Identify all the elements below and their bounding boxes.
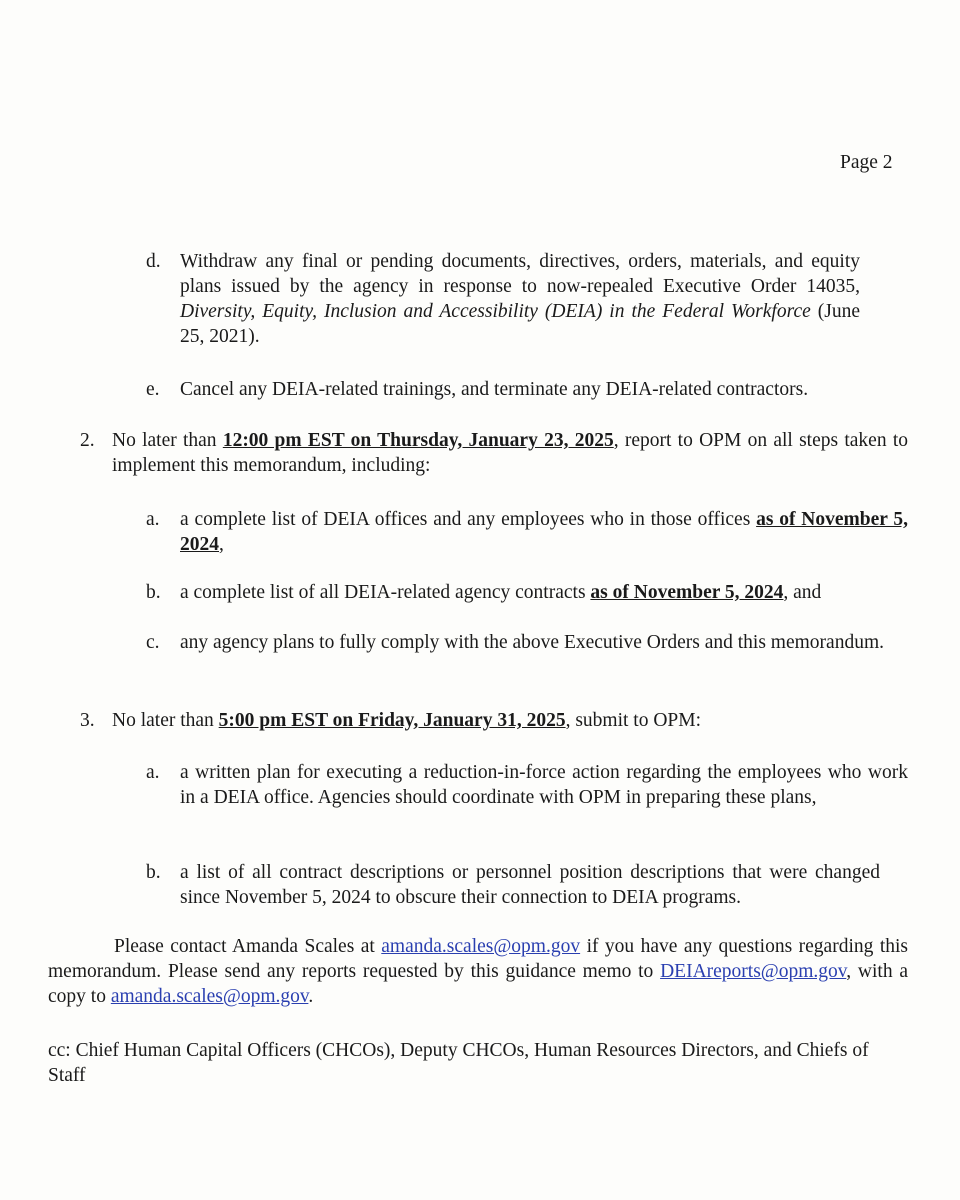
item-2-text-part1: No later than (112, 430, 223, 451)
item-2b-text (180, 580, 920, 605)
item-2b-marker: b. (146, 582, 161, 603)
item-2-deadline: 12:00 pm EST on Thursday, January 23, 2025 (222, 430, 614, 451)
item-2c-marker: c. (146, 632, 160, 653)
item-2-marker: 2. (80, 430, 95, 451)
item-d-marker: d. (146, 251, 161, 272)
item-2a-text (180, 507, 908, 557)
item-2-text-part2: , report to OPM on all steps taken to implement this memorandum, including: (112, 430, 908, 476)
item-e-marker: e. (146, 379, 160, 400)
contact-text-part3: , with a copy to (48, 961, 908, 1007)
item-2b-text-part1: a complete list of all DEIA-related agency contracts (180, 582, 591, 603)
item-2c-text: any agency plans to fully comply with the above Executive Orders and this memorandum. (180, 632, 884, 653)
page-number: Page 2 (840, 152, 893, 173)
item-3-text-part1: No later than (112, 710, 219, 731)
item-d-text-part1: Withdraw any final or pending documents, directives, orders, materials, and equity plans issued by the agency in response to now-repealed Executive Order 14035, (180, 251, 860, 297)
item-2a-text-part2: , (219, 534, 224, 555)
item-2a-date: as of November 5, 2024 (180, 509, 908, 555)
eo-14035-title: Diversity, Equity, Inclusion and Accessibility (DEIA) in the Federal Workforce (180, 301, 811, 322)
contact-paragraph (48, 934, 908, 1009)
contact-text-part1: Please contact Amanda Scales at (114, 936, 382, 957)
item-2b-text-part2: , and (783, 582, 822, 603)
item-2b-date: as of November 5, 2024 (590, 582, 784, 603)
item-3-text (112, 708, 908, 733)
item-3b-marker: b. (146, 862, 161, 883)
contact-text-part4: . (308, 986, 314, 1007)
item-3-deadline: 5:00 pm EST on Friday, January 31, 2025 (218, 710, 566, 731)
item-2a-marker: a. (146, 509, 160, 530)
item-3a-text: a written plan for executing a reduction-in-force action regarding the employees who work in a DEIA office. Agencies should coordinate with OPM in preparing these plans, (180, 762, 908, 808)
cc-line: cc: Chief Human Capital Officers (CHCOs), Deputy CHCOs, Human Resources Directors, and Chiefs of Staff (48, 1040, 869, 1086)
amanda-scales-email-link-copy[interactable]: amanda.scales@opm.gov (110, 986, 309, 1007)
item-2-text (112, 428, 908, 478)
contact-text-part2: if you have any questions regarding this memorandum. Please send any reports requested by this guidance memo to (48, 936, 908, 982)
item-e-text: Cancel any DEIA-related trainings, and terminate any DEIA-related contractors. (180, 379, 809, 400)
item-2a-text-part1: a complete list of DEIA offices and any employees who in those offices (180, 509, 757, 530)
item-d-text (180, 249, 860, 349)
deia-reports-email-link[interactable]: DEIAreports@opm.gov (660, 961, 847, 982)
item-3-text-part2: , submit to OPM: (565, 710, 702, 731)
item-3a-marker: a. (146, 762, 160, 783)
item-3-marker: 3. (80, 710, 95, 731)
item-d-text-part2: (June 25, 2021). (180, 301, 860, 347)
item-3b-text: a list of all contract descriptions or personnel position descriptions that were changed since November 5, 2024 to obscure their connection to DEIA programs. (180, 862, 880, 908)
amanda-scales-email-link[interactable]: amanda.scales@opm.gov (381, 936, 581, 957)
